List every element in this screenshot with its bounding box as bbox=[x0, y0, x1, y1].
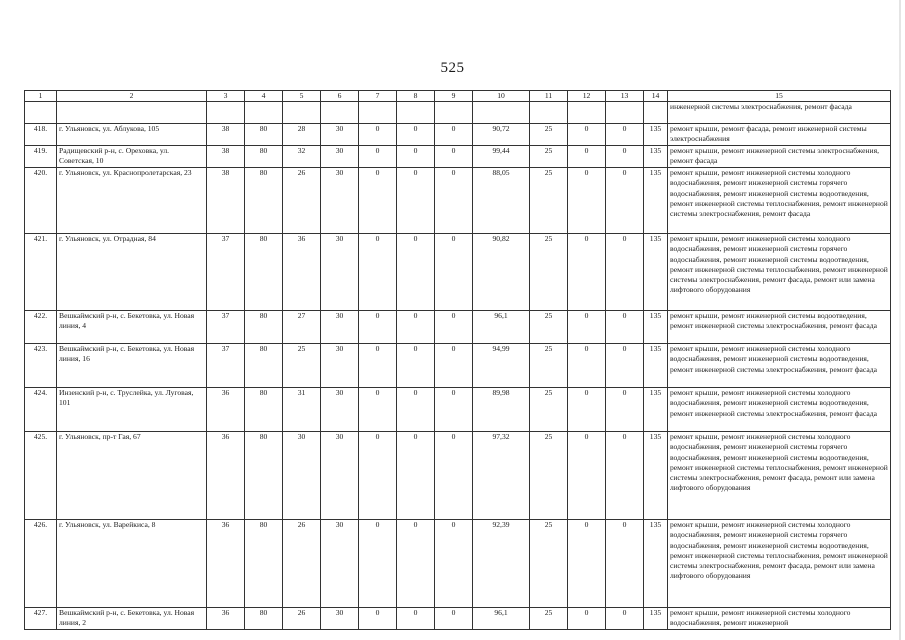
value-cell: 80 bbox=[245, 146, 283, 168]
value-cell: 0 bbox=[606, 388, 644, 432]
value-cell: 38 bbox=[207, 168, 245, 234]
continuation-row bbox=[25, 102, 891, 124]
empty-cell bbox=[245, 102, 283, 124]
address-cell: г. Ульяновск, ул. Краснопролетарская, 23 bbox=[57, 168, 207, 234]
value-cell: 0 bbox=[606, 124, 644, 146]
empty-cell bbox=[25, 102, 57, 124]
header-cell: 15 bbox=[668, 91, 891, 102]
value-cell: 0 bbox=[568, 146, 606, 168]
value-cell: 36 bbox=[207, 520, 245, 608]
value-cell: 94,99 bbox=[473, 344, 530, 388]
table-row bbox=[25, 146, 891, 168]
value-cell: 88,05 bbox=[473, 168, 530, 234]
value-cell: 0 bbox=[435, 124, 473, 146]
value-cell: 135 bbox=[644, 168, 668, 234]
value-cell: 90,72 bbox=[473, 124, 530, 146]
value-cell: 0 bbox=[568, 124, 606, 146]
value-cell: 0 bbox=[359, 344, 397, 388]
table-row bbox=[25, 520, 891, 608]
value-cell: 0 bbox=[397, 520, 435, 608]
work-description: ремонт крыши, ремонт инженерной системы холодного водоснабжения, ремонт инженерной системы горячего водоснабжения, ремонт инженерной системы водоотведения, ремонт инженерной системы теплоснабжения, ремонт инженерной системы электроснабжения, ремонт фасада, ремонт или замена лифтового оборудования bbox=[668, 520, 891, 608]
work-description: ремонт крыши, ремонт инженерной системы холодного водоснабжения, ремонт инженерной системы водоотведения, ремонт инженерной системы электроснабжения, ремонт фасада bbox=[668, 344, 891, 388]
row-number: 420. bbox=[25, 168, 57, 234]
address-cell: г. Ульяновск, ул. Варейкиса, 8 bbox=[57, 520, 207, 608]
value-cell: 0 bbox=[606, 520, 644, 608]
value-cell: 80 bbox=[245, 311, 283, 344]
value-cell: 0 bbox=[606, 432, 644, 520]
value-cell: 0 bbox=[435, 432, 473, 520]
value-cell: 0 bbox=[397, 311, 435, 344]
value-cell: 0 bbox=[359, 388, 397, 432]
row-number: 418. bbox=[25, 124, 57, 146]
table-row bbox=[25, 168, 891, 234]
value-cell: 135 bbox=[644, 146, 668, 168]
value-cell: 135 bbox=[644, 520, 668, 608]
header-cell: 11 bbox=[530, 91, 568, 102]
value-cell: 0 bbox=[359, 608, 397, 629]
empty-cell bbox=[530, 102, 568, 124]
value-cell: 80 bbox=[245, 124, 283, 146]
value-cell: 0 bbox=[568, 344, 606, 388]
value-cell: 38 bbox=[207, 146, 245, 168]
work-description: ремонт крыши, ремонт инженерной системы холодного водоснабжения, ремонт инженерной системы горячего водоснабжения, ремонт инженерной системы водоотведения, ремонт инженерной системы теплоснабжения, ремонт инженерной системы электроснабжения, ремонт фасада bbox=[668, 168, 891, 234]
value-cell: 26 bbox=[283, 520, 321, 608]
work-description: ремонт крыши, ремонт инженерной системы водоотведения, ремонт инженерной системы электроснабжения, ремонт фасада bbox=[668, 311, 891, 344]
empty-cell bbox=[57, 102, 207, 124]
value-cell: 135 bbox=[644, 311, 668, 344]
value-cell: 36 bbox=[207, 608, 245, 629]
address-cell: г. Ульяновск, ул. Аблукова, 105 bbox=[57, 124, 207, 146]
header-cell: 4 bbox=[245, 91, 283, 102]
value-cell: 135 bbox=[644, 432, 668, 520]
value-cell: 0 bbox=[568, 234, 606, 311]
table-row bbox=[25, 124, 891, 146]
value-cell: 25 bbox=[530, 344, 568, 388]
value-cell: 0 bbox=[397, 388, 435, 432]
value-cell: 0 bbox=[568, 311, 606, 344]
value-cell: 0 bbox=[359, 168, 397, 234]
value-cell: 135 bbox=[644, 234, 668, 311]
value-cell: 0 bbox=[397, 234, 435, 311]
empty-cell bbox=[606, 102, 644, 124]
value-cell: 32 bbox=[283, 146, 321, 168]
value-cell: 37 bbox=[207, 344, 245, 388]
table-row bbox=[25, 311, 891, 344]
work-description: инженерной системы электроснабжения, ремонт фасада bbox=[668, 102, 891, 124]
address-cell: Вешкаймский р-н, с. Бекетовка, ул. Новая линия, 16 bbox=[57, 344, 207, 388]
value-cell: 25 bbox=[530, 234, 568, 311]
value-cell: 135 bbox=[644, 344, 668, 388]
value-cell: 80 bbox=[245, 608, 283, 629]
value-cell: 0 bbox=[435, 608, 473, 629]
address-cell: г. Ульяновск, ул. Отрадная, 84 bbox=[57, 234, 207, 311]
value-cell: 0 bbox=[359, 311, 397, 344]
empty-cell bbox=[321, 102, 359, 124]
value-cell: 97,32 bbox=[473, 432, 530, 520]
value-cell: 37 bbox=[207, 234, 245, 311]
value-cell: 0 bbox=[568, 388, 606, 432]
address-cell: Инзенский р-н, с. Труслейка, ул. Луговая, 101 bbox=[57, 388, 207, 432]
value-cell: 135 bbox=[644, 124, 668, 146]
row-number: 425. bbox=[25, 432, 57, 520]
header-cell: 14 bbox=[644, 91, 668, 102]
value-cell: 0 bbox=[359, 234, 397, 311]
value-cell: 0 bbox=[568, 168, 606, 234]
value-cell: 0 bbox=[606, 608, 644, 629]
header-cell: 5 bbox=[283, 91, 321, 102]
value-cell: 25 bbox=[283, 344, 321, 388]
value-cell: 80 bbox=[245, 344, 283, 388]
work-description: ремонт крыши, ремонт инженерной системы холодного водоснабжения, ремонт инженерной системы горячего водоснабжения, ремонт инженерной системы водоотведения, ремонт инженерной системы теплоснабжения, ремонт инженерной системы электроснабжения, ремонт фасада, ремонт или замена лифтового оборудования bbox=[668, 432, 891, 520]
value-cell: 135 bbox=[644, 608, 668, 629]
work-description: ремонт крыши, ремонт инженерной системы электроснабжения, ремонт фасада bbox=[668, 146, 891, 168]
value-cell: 0 bbox=[397, 146, 435, 168]
empty-cell bbox=[283, 102, 321, 124]
row-number: 424. bbox=[25, 388, 57, 432]
work-description: ремонт крыши, ремонт фасада, ремонт инженерной системы электроснабжения bbox=[668, 124, 891, 146]
data-table bbox=[24, 90, 891, 630]
value-cell: 99,44 bbox=[473, 146, 530, 168]
value-cell: 36 bbox=[283, 234, 321, 311]
header-cell: 13 bbox=[606, 91, 644, 102]
value-cell: 28 bbox=[283, 124, 321, 146]
value-cell: 25 bbox=[530, 388, 568, 432]
header-cell: 3 bbox=[207, 91, 245, 102]
value-cell: 0 bbox=[568, 608, 606, 629]
page-number: 525 bbox=[440, 60, 465, 76]
value-cell: 80 bbox=[245, 234, 283, 311]
value-cell: 135 bbox=[644, 388, 668, 432]
address-cell: Вешкаймский р-н, с. Бекетовка, ул. Новая линия, 4 bbox=[57, 311, 207, 344]
address-cell: г. Ульяновск, пр-т Гая, 67 bbox=[57, 432, 207, 520]
value-cell: 30 bbox=[321, 168, 359, 234]
value-cell: 30 bbox=[321, 388, 359, 432]
value-cell: 92,39 bbox=[473, 520, 530, 608]
value-cell: 0 bbox=[606, 344, 644, 388]
table-row bbox=[25, 608, 891, 629]
value-cell: 80 bbox=[245, 520, 283, 608]
value-cell: 26 bbox=[283, 168, 321, 234]
value-cell: 36 bbox=[207, 388, 245, 432]
empty-cell bbox=[207, 102, 245, 124]
value-cell: 25 bbox=[530, 168, 568, 234]
address-cell: Радищевский р-н, с. Ореховка, ул. Советская, 10 bbox=[57, 146, 207, 168]
header-cell: 7 bbox=[359, 91, 397, 102]
row-number: 422. bbox=[25, 311, 57, 344]
header-cell: 2 bbox=[57, 91, 207, 102]
value-cell: 30 bbox=[321, 124, 359, 146]
header-cell: 12 bbox=[568, 91, 606, 102]
row-number: 419. bbox=[25, 146, 57, 168]
value-cell: 30 bbox=[321, 311, 359, 344]
value-cell: 36 bbox=[207, 432, 245, 520]
value-cell: 30 bbox=[321, 344, 359, 388]
table-row bbox=[25, 234, 891, 311]
value-cell: 0 bbox=[435, 311, 473, 344]
empty-cell bbox=[397, 102, 435, 124]
value-cell: 30 bbox=[321, 608, 359, 629]
empty-cell bbox=[473, 102, 530, 124]
value-cell: 0 bbox=[397, 608, 435, 629]
scan-edge bbox=[899, 0, 901, 640]
value-cell: 30 bbox=[321, 234, 359, 311]
work-description: ремонт крыши, ремонт инженерной системы холодного водоснабжения, ремонт инженерной системы горячего водоснабжения, ремонт инженерной системы водоотведения, ремонт инженерной системы теплоснабжения, ремонт инженерной системы электроснабжения, ремонт фасада, ремонт или замена лифтового оборудования bbox=[668, 234, 891, 311]
value-cell: 0 bbox=[606, 168, 644, 234]
value-cell: 30 bbox=[283, 432, 321, 520]
value-cell: 0 bbox=[359, 520, 397, 608]
value-cell: 37 bbox=[207, 311, 245, 344]
row-number: 426. bbox=[25, 520, 57, 608]
value-cell: 0 bbox=[397, 168, 435, 234]
value-cell: 80 bbox=[245, 388, 283, 432]
empty-cell bbox=[644, 102, 668, 124]
header-cell: 6 bbox=[321, 91, 359, 102]
value-cell: 31 bbox=[283, 388, 321, 432]
header-cell: 8 bbox=[397, 91, 435, 102]
empty-cell bbox=[435, 102, 473, 124]
value-cell: 30 bbox=[321, 432, 359, 520]
value-cell: 80 bbox=[245, 168, 283, 234]
value-cell: 0 bbox=[359, 146, 397, 168]
value-cell: 0 bbox=[435, 168, 473, 234]
header-cell: 10 bbox=[473, 91, 530, 102]
row-number: 423. bbox=[25, 344, 57, 388]
value-cell: 0 bbox=[359, 432, 397, 520]
value-cell: 25 bbox=[530, 311, 568, 344]
work-description: ремонт крыши, ремонт инженерной системы холодного водоснабжения, ремонт инженерной bbox=[668, 608, 891, 629]
value-cell: 25 bbox=[530, 432, 568, 520]
table-row bbox=[25, 432, 891, 520]
value-cell: 0 bbox=[435, 520, 473, 608]
value-cell: 25 bbox=[530, 146, 568, 168]
value-cell: 96,1 bbox=[473, 608, 530, 629]
header-row bbox=[25, 91, 891, 102]
table-row bbox=[25, 388, 891, 432]
value-cell: 0 bbox=[606, 146, 644, 168]
value-cell: 0 bbox=[435, 146, 473, 168]
work-description: ремонт крыши, ремонт инженерной системы холодного водоснабжения, ремонт инженерной системы водоотведения, ремонт инженерной системы электроснабжения, ремонт фасада bbox=[668, 388, 891, 432]
value-cell: 80 bbox=[245, 432, 283, 520]
value-cell: 96,1 bbox=[473, 311, 530, 344]
value-cell: 38 bbox=[207, 124, 245, 146]
value-cell: 26 bbox=[283, 608, 321, 629]
address-cell: Вешкаймский р-н, с. Бекетовка, ул. Новая линия, 2 bbox=[57, 608, 207, 629]
value-cell: 30 bbox=[321, 520, 359, 608]
value-cell: 89,98 bbox=[473, 388, 530, 432]
value-cell: 27 bbox=[283, 311, 321, 344]
value-cell: 0 bbox=[397, 432, 435, 520]
value-cell: 0 bbox=[606, 311, 644, 344]
value-cell: 0 bbox=[568, 432, 606, 520]
value-cell: 0 bbox=[397, 124, 435, 146]
value-cell: 0 bbox=[435, 234, 473, 311]
value-cell: 0 bbox=[568, 520, 606, 608]
value-cell: 0 bbox=[606, 234, 644, 311]
value-cell: 0 bbox=[435, 344, 473, 388]
header-cell: 1 bbox=[25, 91, 57, 102]
value-cell: 0 bbox=[435, 388, 473, 432]
value-cell: 25 bbox=[530, 608, 568, 629]
table-row bbox=[25, 344, 891, 388]
value-cell: 90,82 bbox=[473, 234, 530, 311]
value-cell: 30 bbox=[321, 146, 359, 168]
value-cell: 0 bbox=[359, 124, 397, 146]
value-cell: 0 bbox=[397, 344, 435, 388]
empty-cell bbox=[359, 102, 397, 124]
value-cell: 25 bbox=[530, 124, 568, 146]
row-number: 427. bbox=[25, 608, 57, 629]
empty-cell bbox=[568, 102, 606, 124]
header-cell: 9 bbox=[435, 91, 473, 102]
value-cell: 25 bbox=[530, 520, 568, 608]
row-number: 421. bbox=[25, 234, 57, 311]
